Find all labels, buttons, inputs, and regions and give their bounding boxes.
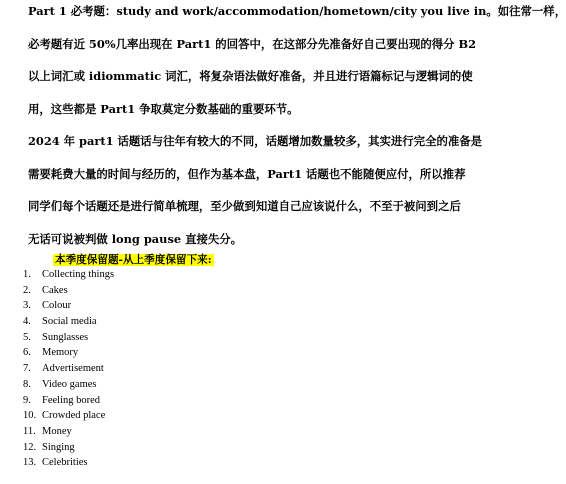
- list-item: [23, 267, 114, 283]
- list-item: [23, 393, 114, 409]
- list-item-number: 7.: [23, 363, 31, 375]
- list-item: [23, 377, 114, 393]
- list-item-label: Social media: [42, 316, 97, 328]
- list-item-number: 10.: [23, 410, 37, 422]
- list-item-label: Cakes: [42, 284, 68, 296]
- highlighted-heading-text: 本季度保留题-从上季度保留下来:: [55, 254, 212, 266]
- list-item: [23, 345, 114, 361]
- list-item: [23, 314, 114, 330]
- intro-line: 用，这些都是 Part1 争取莫定分数基础的重要环节。: [28, 101, 299, 116]
- intro-paragraph: [28, 0, 566, 125]
- list-item-number: 9.: [23, 394, 31, 406]
- list-item-label: Memory: [42, 347, 79, 359]
- second-paragraph: [28, 125, 483, 255]
- list-item-label: Advertisement: [42, 363, 104, 375]
- intro-line: 必考题有近 50%几率出现在 Part1 的回答中，在这部分先准备好自己要出现的得分 B2: [28, 36, 477, 51]
- retained-topics-heading: [53, 253, 214, 268]
- second-line: 同学们每个话题还是进行简单梳理，至少做到知道自己应该说什么，不至于被问到之后: [28, 199, 461, 213]
- list-item-label: Feeling bored: [42, 394, 101, 406]
- list-item-label: Crowded place: [42, 410, 106, 422]
- list-item-label: Video games: [42, 378, 97, 390]
- second-line: 无话可说被判做 long pause 直接失分。: [28, 231, 243, 246]
- list-item-label: Celebrities: [42, 457, 88, 469]
- list-item: [23, 440, 114, 456]
- list-item-label: Sunglasses: [42, 331, 89, 343]
- list-item-number: 11.: [23, 425, 36, 437]
- list-item: [23, 298, 114, 314]
- list-item: [23, 455, 114, 471]
- intro-line: 以上词汇或 idiommatic 词汇，将复杂语法做好准备，并且进行语篇标记与逻辑词的使: [28, 69, 473, 83]
- list-item-label: Singing: [42, 441, 75, 453]
- list-item-label: Colour: [42, 300, 72, 312]
- list-item-label: Collecting things: [42, 269, 115, 280]
- list-item: [23, 330, 114, 346]
- list-item: [23, 408, 114, 424]
- list-item-label: Money: [42, 425, 72, 437]
- list-item: [23, 361, 114, 377]
- list-item-number: 5.: [23, 331, 31, 343]
- list-item-number: 8.: [23, 378, 31, 390]
- list-item: [23, 424, 114, 440]
- list-item-number: 12.: [23, 441, 37, 453]
- list-item: [23, 283, 114, 299]
- list-item-number: 6.: [23, 347, 31, 359]
- list-item-number: 2.: [23, 284, 31, 296]
- intro-line: Part 1 必考题：study and work/accommodation/hometown/city you live in。如往常一样，: [28, 4, 566, 18]
- topic-list: [23, 267, 114, 471]
- list-item-number: 4.: [23, 316, 31, 328]
- list-item-number: 3.: [23, 300, 31, 312]
- second-line: 需要耗费大量的时间与经历的，但作为基本盘，Part1 话题也不能随便应付，所以推荐: [28, 166, 466, 181]
- list-item-number: 1.: [23, 269, 31, 280]
- second-line: 2024 年 part1 话题话与往年有较大的不同，话题增加数量较多，其实进行完全的准备是: [28, 134, 483, 148]
- list-item-number: 13.: [23, 457, 37, 469]
